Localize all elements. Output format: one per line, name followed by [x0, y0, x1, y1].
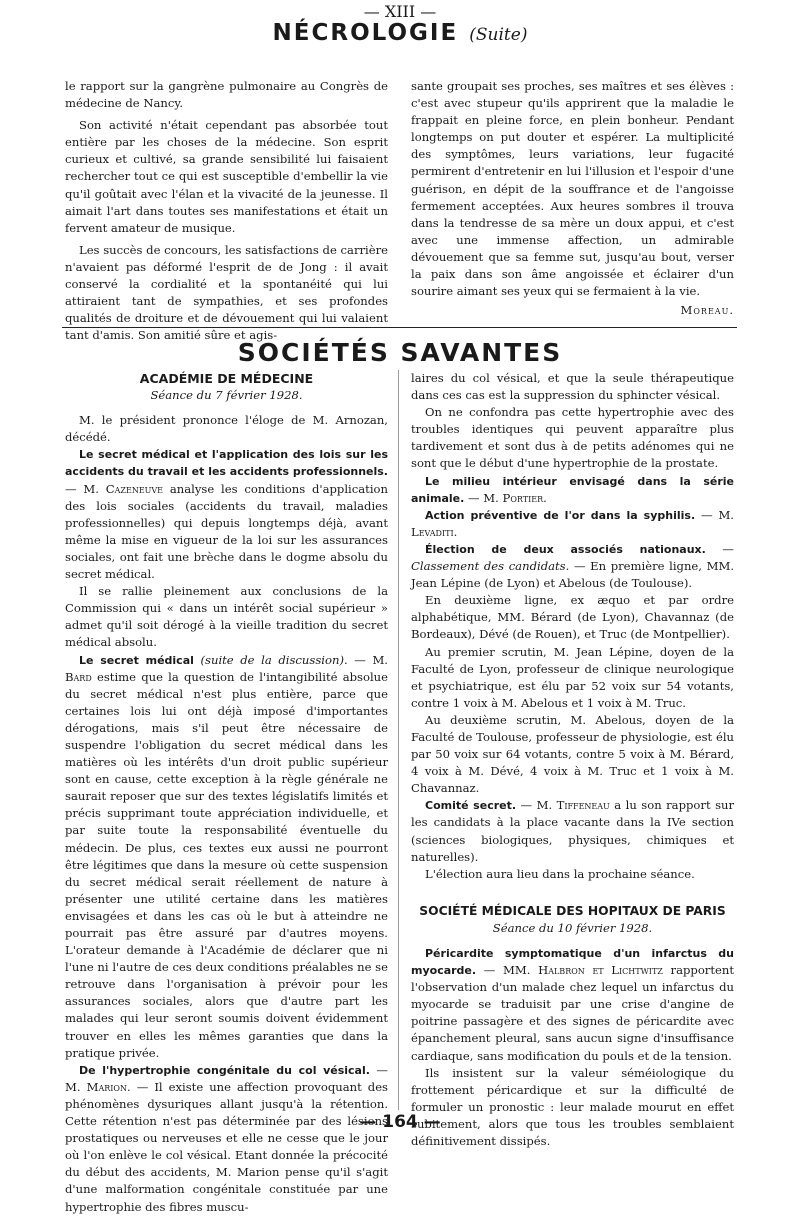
- item-author: M. Marion.: [65, 1079, 131, 1094]
- academie-item: Le secret médical (suite de la discussion). — M. Bard estime que la question de l'intangibilité absolue du secret médical n'est plus entière, parce que certaines lois lui ont déjà imposé d'importantes dérogations, mais s'il peut être nécessaire de suspendre l'obligation du secret médical dans les matières où les intérêts d'un droit public supérieur sont en cause, cette exception à la règle générale ne saurait reposer que sur des textes législatifs limités et précis supprimant toute appréciation individuelle, et par suite toute la responsabilité éventuelle du médecin. De plus, ces textes eux aussi ne pourront être légitimes que dans la mesure où cette suspension du secret médical serait réellement de nature à présenter une utilité certaine dans les matières envisagées et dans les cas où le but à atteindre ne pourrait pas être assuré par d'autres moyens. L'orateur demande à l'Académie de déclarer que ni l'une ni l'autre de ces deux conditions préalables ne se retrouve dans l'organisation à prévoir pour les assurances sociales, alors que d'autre part les malades qui leur seront soumis doivent évidemment trouver en elles les mêmes garanties que dans la pratique privée.: [65, 652, 389, 1060]
- hopitaux-seance: Séance du 10 février 1928.: [492, 920, 653, 935]
- necrologie-paragraph: le rapport sur la gangrène pulmonaire au Congrès de médecine de Nancy.: [65, 79, 388, 111]
- academie-paragraph: Il se rallie pleinement aux conclusions de la Commission qui « dans un intérêt social supérieur » admet qu'il soit dérogé à la vieille tradition du secret médical absolu.: [65, 584, 388, 650]
- academie-item: Comité secret. — M. Tiffeneau a lu son rapport sur les candidats à la place vacante dans la IVe section (sciences biologiques, physiques, chimiques et naturelles).: [411, 798, 735, 864]
- item-heading: De l'hypertrophie congénitale du col vésical.: [79, 1063, 370, 1077]
- academie-paragraph: M. le président prononce l'éloge de M. Arnozan, décédé.: [65, 413, 388, 445]
- academie-item: Action préventive de l'or dans la syphilis. — M. Levaditi.: [411, 507, 734, 539]
- societes-title: SOCIÉTÉS SAVANTES: [237, 338, 563, 367]
- necrologie-paragraph: Les succès de concours, les satisfactions de carrière n'avaient pas déformé l'esprit de de Jong : il avait conservé la cordialité et la spontanéité qui lui attiraient tant de sympathies, et ses profondes qualités de droiture et de dévouement qui lui valaient tant d'amis. Son amitié sûre et agis-: [65, 242, 388, 343]
- item-heading: Action préventive de l'or dans la syphilis.: [425, 508, 696, 522]
- section-divider: [62, 327, 737, 328]
- right-column: [411, 370, 734, 1150]
- academie-title: ACADÉMIE DE MÉDECINE: [139, 371, 314, 386]
- academie-paragraph: Au deuxième scrutin, M. Abelous, doyen de la Faculté de Toulouse, professeur de physiologie, est élu par 50 voix sur 64 votants, contre 5 voix à M. Bérard, 4 voix à M. Dévé, 4 voix à M. Truc et 1 voix à M. Chavannaz.: [411, 712, 734, 796]
- item-author: M. Cazeneuve: [83, 481, 164, 496]
- item-text: Il existe une affection provoquant des phénomènes dysuriques allant jusqu'à la rétention. Cette rétention n'est pas déterminée par des lésions prostatiques ou nerveuses et elle ne cesse que le jour où l'on enlève le col vésical. Etant donnée la précocité du début des accidents, M. Marion pense qu'il s'agit d'une malformation congénitale constituée par une hypertrophie des fibres muscu-: [65, 1079, 389, 1214]
- item-heading: Péricardite symptomatique d'un infarctus du myocarde.: [411, 947, 734, 978]
- academie-item: Élection de deux associés nationaux. — Classement des candidats. — En première ligne, MM. Jean Lépine (de Lyon) et Abelous (de Toulouse).: [411, 541, 735, 591]
- necrologie-suite: (Suite): [469, 25, 528, 45]
- academie-item: Le secret médical et l'application des lois sur les accidents du travail et les accidents professionnels. — M. Cazeneuve analyse les conditions d'application des lois sociales (accidents du travail, maladies professionnelles) qui depuis longtemps déjà, avant même la mise en vigueur de la loi sur les assurances sociales, ont fait une brèche dans le dogme absolu du secret médical.: [65, 448, 388, 582]
- necrologie-paragraph: sante groupait ses proches, ses maîtres et ses élèves : c'est avec stupeur qu'ils apprirent que la maladie le frappait en pleine force, en plein bonheur. Pendant longtemps on put douter et espérer. La multiplicité des symptômes, leurs variations, leur fugacité permirent d'entretenir en lui l'illusion et l'espoir d'une guérison, en dépit de la souffrance et de l'angoisse fermement acceptées. Aux heures sombres il trouva dans la tendresse de sa mère un doux appui, et c'est avec une immense affection, un admirable dévouement que sa femme sut, jusqu'au bout, verser la paix dans son âme angoissée et éclairer d'un sourire aimant ses yeux qui se fermaient à la vie.: [411, 79, 734, 299]
- page-number: — 164 —: [359, 1112, 441, 1132]
- item-heading: Élection de deux associés nationaux.: [425, 542, 706, 556]
- item-heading: Le secret médical: [79, 653, 194, 667]
- item-heading-suffix: Classement des candidats.: [411, 559, 570, 574]
- roman-page-number: — XIII —: [363, 2, 437, 21]
- item-author: M. Portier.: [483, 490, 547, 505]
- item-heading: Le secret médical et l'application des lois sur les accidents du travail et les accidents professionnels.: [65, 448, 388, 479]
- academie-paragraph: Au premier scrutin, M. Jean Lépine, doyen de la Faculté de Lyon, professeur de clinique neurologique et psychiatrique, est élu par 52 voix sur 54 votants, contre 1 voix à M. Abelous et 1 voix à M. Truc.: [411, 644, 734, 710]
- item-heading-suffix: (suite de la discussion).: [200, 652, 348, 667]
- academie-paragraph: laires du col vésical, et que la seule thérapeutique dans ces cas est la suppression du sphincter vésical.: [411, 371, 734, 403]
- item-author: MM. Halbron et Lichtwitz: [503, 963, 663, 978]
- column-divider: [398, 370, 399, 1110]
- hopitaux-title: SOCIÉTÉ MÉDICALE DES HOPITAUX DE PARIS: [419, 903, 726, 918]
- necrologie-title-text: NÉCROLOGIE: [272, 20, 459, 46]
- academie-column: [65, 370, 388, 1216]
- necrologie-left-column: [65, 78, 388, 344]
- item-author: M. Bard: [65, 652, 388, 684]
- necrologie-signature: Moreau.: [680, 303, 734, 318]
- academie-seance: Séance du 7 février 1928.: [150, 388, 303, 403]
- item-author: M. Tiffeneau: [536, 798, 610, 813]
- hopitaux-paragraph: Ils insistent sur la valeur séméiologique du frottement péricardique et sur la difficulté de formuler un pronostic : leur malade mourut en effet subitement, alors que tous les troubles semblaient définitivement dissipés.: [411, 1065, 734, 1149]
- item-text: analyse les conditions d'application des lois sociales (accidents du travail, maladies professionnelles) qui depuis longtemps déjà, avant même la mise en vigueur de la loi sur les assurances sociales, ont fait une brèche dans le dogme absolu du secret médical.: [65, 481, 388, 582]
- item-author: M. Levaditi.: [411, 507, 734, 539]
- academie-paragraph: On ne confondra pas cette hypertrophie avec des troubles identiques qui peuvent apparaître plus tardivement et sont dus à de petits adénomes qui ne sont que le début d'une hypertrophie de la prostate.: [411, 405, 734, 471]
- necrologie-right-column: [411, 78, 734, 319]
- necrologie-paragraph: Son activité n'était cependant pas absorbée tout entière par les choses de la médecine. Son esprit curieux et cultivé, sa grande sensibilité lui faisaient rechercher tout ce qui est susceptible d'embellir la vie qu'il goûtait avec l'élan et la vivacité de la jeunesse. Il aimait l'art dans toutes ses manifestations et était un fervent amateur de musique.: [65, 118, 388, 235]
- academie-item: Le milieu intérieur envisagé dans la série animale. — M. Portier.: [411, 474, 734, 505]
- academie-item: De l'hypertrophie congénitale du col vésical. — M. Marion. — Il existe une affection provoquant des phénomènes dysuriques allant jusqu'à la rétention. Cette rétention n'est pas déterminée par des lésions prostatiques ou nerveuses et elle ne cesse que le jour où l'on enlève le col vésical. Etant donnée la précocité du début des accidents, M. Marion pense qu'il s'agit d'une malformation congénitale constituée par une hypertrophie des fibres muscu-: [65, 1062, 389, 1214]
- academie-paragraph: En deuxième ligne, ex æquo et par ordre alphabétique, MM. Bérard (de Lyon), Chavannaz (de Bordeaux), Dévé (de Rouen), et Truc (de Montpellier).: [411, 593, 734, 642]
- item-heading: Comité secret.: [425, 799, 517, 813]
- academie-paragraph: L'élection aura lieu dans la prochaine séance.: [425, 866, 695, 881]
- item-text: rapportent l'observation d'un malade chez lequel un infarctus du myocarde se traduisit par une crise d'angine de poitrine passagère et des signes de péricardite avec épanchement pleural, sans aucun signe d'insuffisance cardiaque, sans modification du pouls et de la tension.: [411, 963, 734, 1063]
- item-text: a lu son rapport sur les candidats à la place vacante dans la IVe section (sciences biologiques, physiques, chimiques et naturelles).: [411, 798, 735, 864]
- necrologie-title: [0, 20, 800, 46]
- item-heading: Le milieu intérieur envisagé dans la série animale.: [411, 474, 734, 505]
- item-text: estime que la question de l'intangibilité absolue du secret médical n'est plus entière, parce que certaines lois lui ont déjà imposé d'importantes dérogations, mais s'il peut être nécessaire de suspendre l'obligation du secret médical dans les matières où les intérêts d'un droit public supérieur sont en cause, cette exception à la règle générale ne saurait reposer que sur des textes législatifs limités et précis supprimant toute appréciation individuelle, et par suite toute la responsabilité éventuelle du médecin. De plus, ces textes eux aussi ne pourront être légitimes que dans la mesure où cette suspension du secret médical serait réellement de nature à présenter une utilité certaine dans les matières envisagées et dans les cas où le but à atteindre ne pourrait pas être assuré par d'autres moyens. L'orateur demande à l'Académie de déclarer que ni l'une ni l'autre de ces deux conditions préalables ne se retrouve dans l'organisation à prévoir pour les assurances sociales, alors que d'autre part les malades qui leur seront soumis doivent évidemment trouver en elles les mêmes garanties que dans la pratique privée.: [65, 669, 389, 1060]
- item-text: En première ligne, MM. Jean Lépine (de Lyon) et Abelous (de Toulouse).: [411, 559, 735, 591]
- hopitaux-item: Péricardite symptomatique d'un infarctus du myocarde. — MM. Halbron et Lichtwitz rapportent l'observation d'un malade chez lequel un infarctus du myocarde se traduisit par une crise d'angine de poitrine passagère et des signes de péricardite avec épanchement pleural, sans aucun signe d'insuffisance cardiaque, sans modification du pouls et de la tension.: [411, 947, 734, 1063]
